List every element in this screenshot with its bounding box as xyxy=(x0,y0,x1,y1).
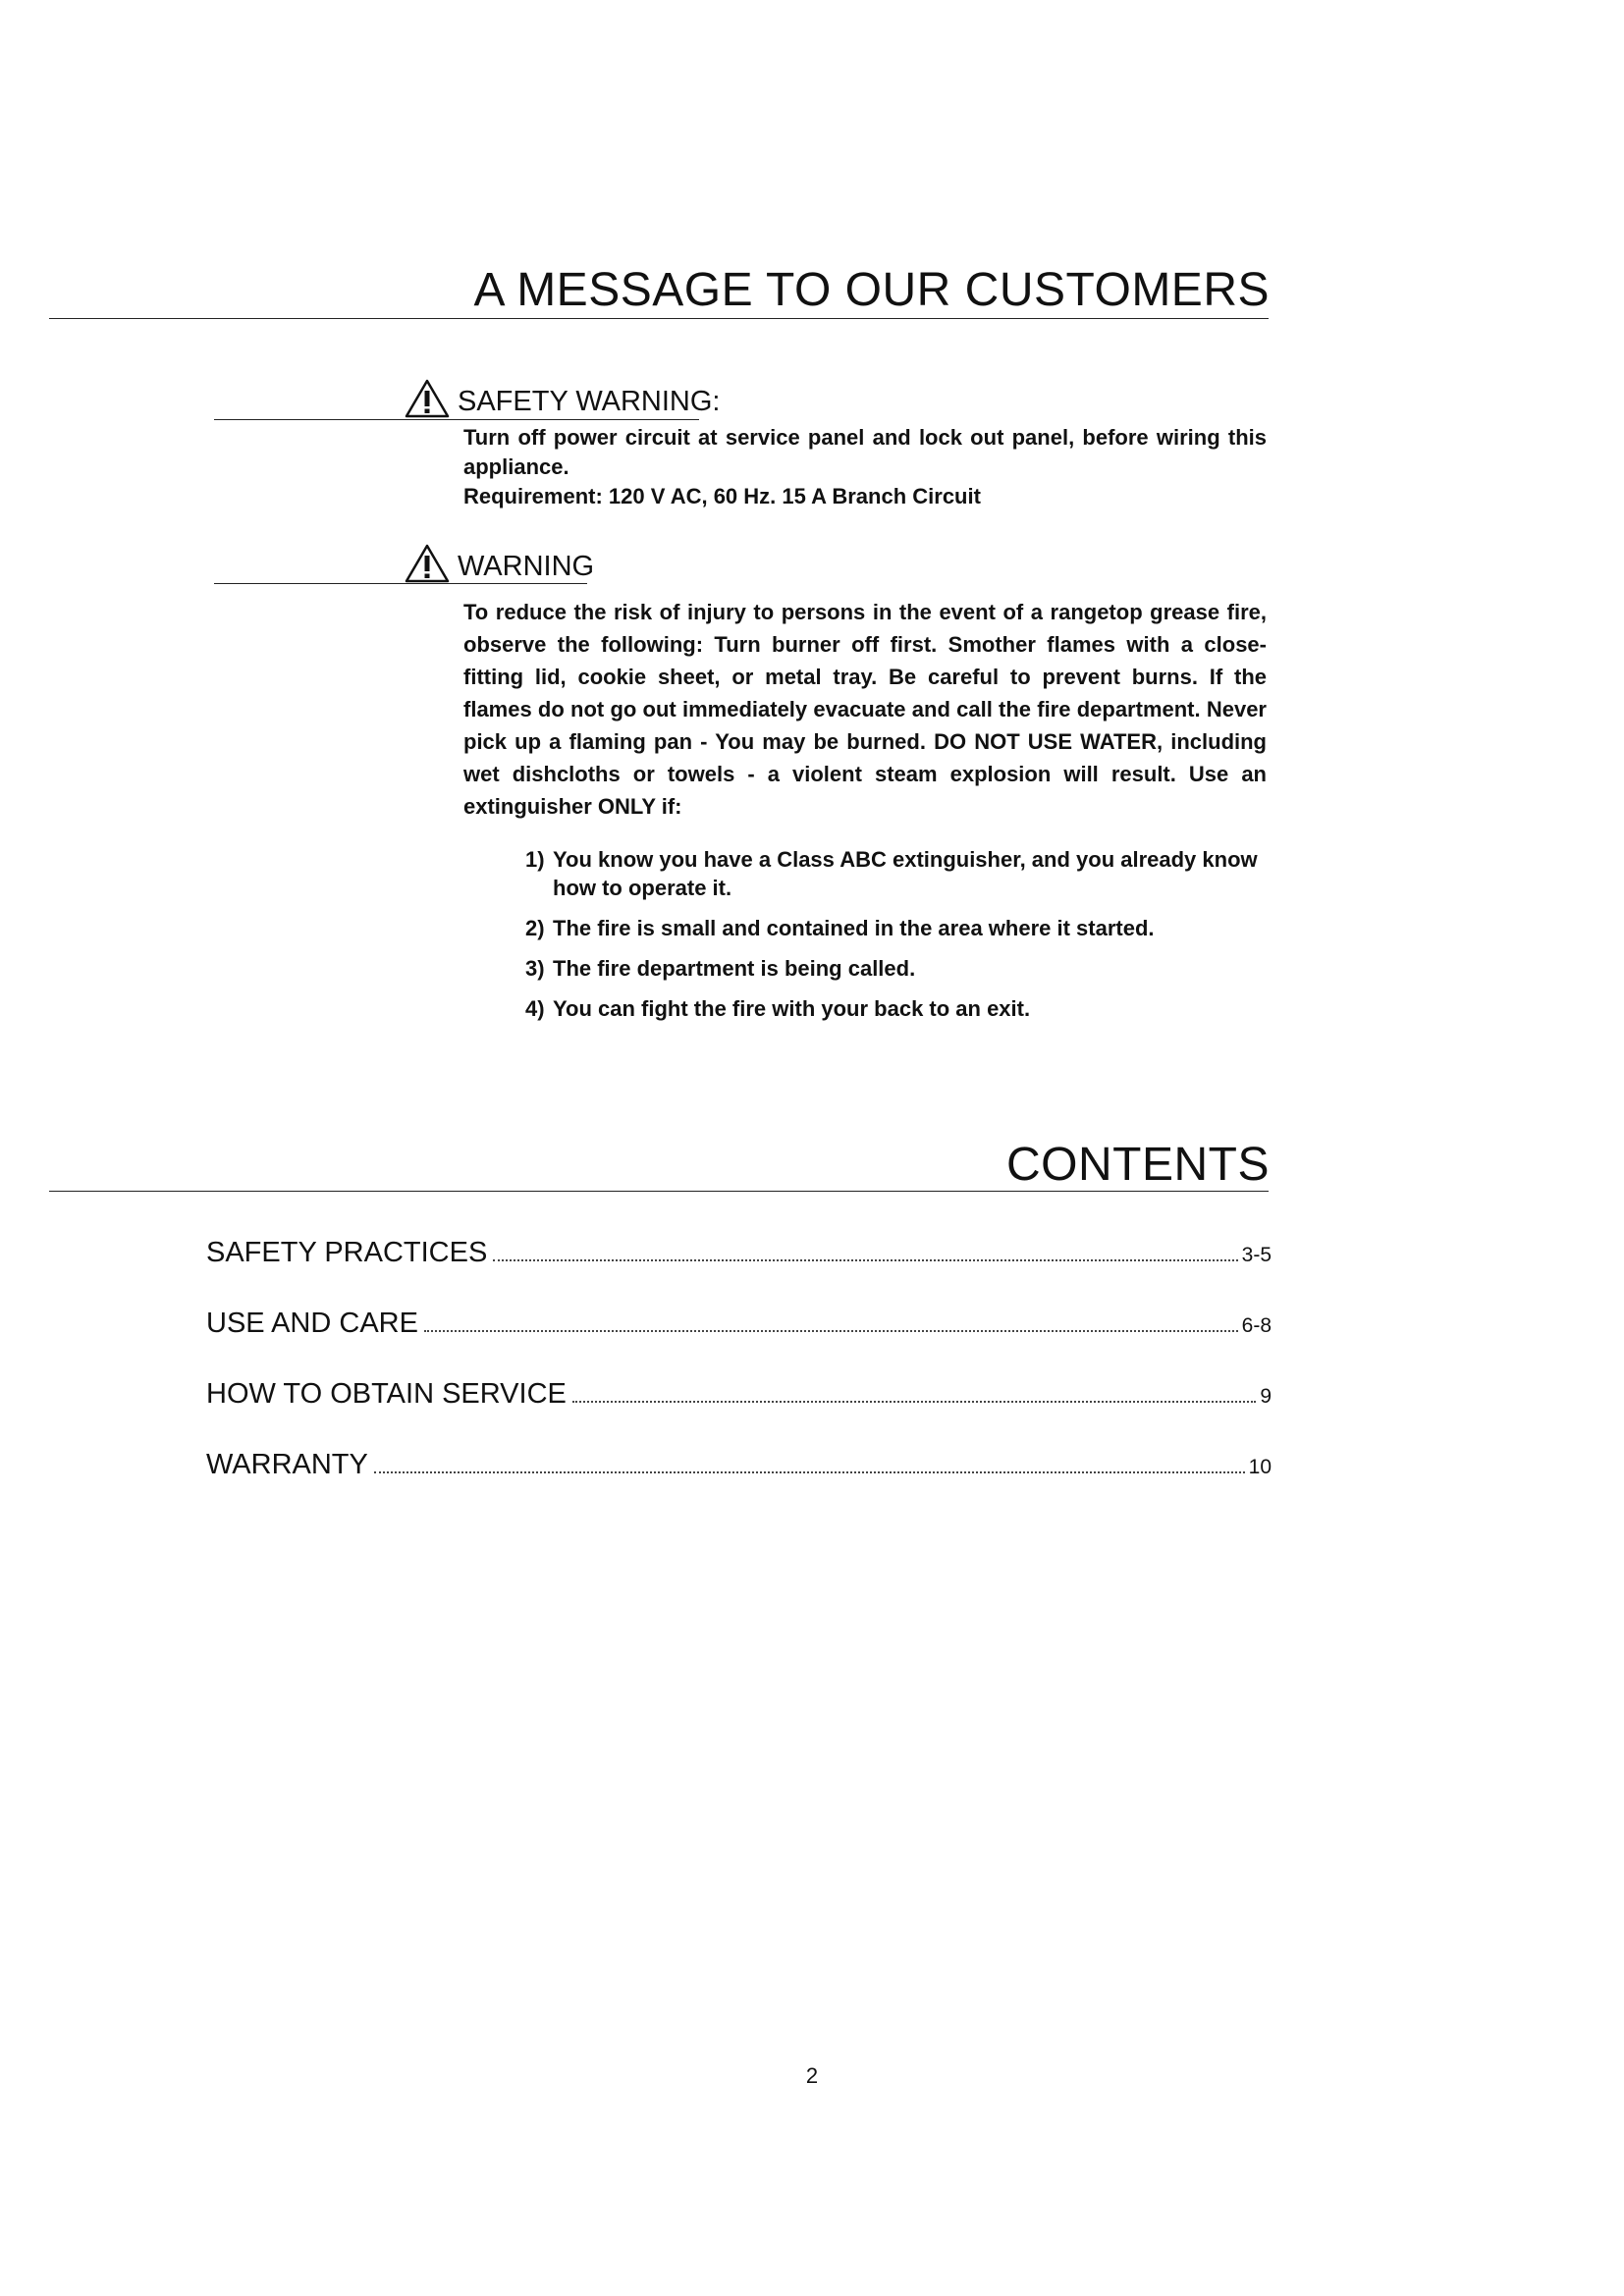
warning-rule xyxy=(214,583,587,584)
toc-leader-dots xyxy=(424,1330,1238,1332)
list-item-number: 4) xyxy=(525,996,545,1021)
toc-entry-page: 9 xyxy=(1260,1385,1272,1408)
toc-entry-page: 10 xyxy=(1248,1456,1272,1478)
warning-paragraph xyxy=(463,596,1267,823)
list-item-number: 3) xyxy=(525,956,545,981)
list-item xyxy=(525,914,1272,942)
toc-entry-title: HOW TO OBTAIN SERVICE xyxy=(206,1378,567,1410)
page-title: A MESSAGE TO OUR CUSTOMERS xyxy=(473,264,1270,316)
list-item-number: 1) xyxy=(525,847,545,872)
toc-entry-title: USE AND CARE xyxy=(206,1308,418,1339)
toc-entry-title: SAFETY PRACTICES xyxy=(206,1237,488,1268)
toc-leader-dots xyxy=(493,1259,1237,1261)
safety-warning-label: SAFETY WARNING: xyxy=(458,386,721,417)
toc-entry-page: 3-5 xyxy=(1241,1244,1272,1266)
extinguisher-conditions xyxy=(525,845,1272,1035)
list-item xyxy=(525,954,1272,983)
safety-warning-requirement: Requirement: 120 V AC, 60 Hz. 15 A Branch Circuit xyxy=(463,484,981,508)
list-item-text: The fire department is being called. xyxy=(553,956,916,981)
list-item-text: The fire is small and contained in the area where it started. xyxy=(553,916,1155,940)
warning-triangle-icon xyxy=(405,379,450,418)
list-item-number: 2) xyxy=(525,916,545,940)
toc-leader-dots xyxy=(572,1401,1256,1403)
warning-heading xyxy=(405,540,594,583)
safety-warning-text xyxy=(463,423,1267,511)
safety-warning-heading xyxy=(405,375,720,418)
warning-body: To reduce the risk of injury to persons in the event of a rangetop grease fire, observe the following: Turn burner off first. Smother flames with a close-fitting lid, cookie sheet, or metal tray. Be careful to prevent burns. If the flames do not go out immediately evacuate and call the fire department. Never pick up a flaming pan - You may be burned. DO NOT USE WATER, including wet dishcloths or towels - a violent steam explosion will result. Use an extinguisher ONLY if: xyxy=(463,600,1267,819)
list-item xyxy=(525,845,1272,902)
contents-heading: CONTENTS xyxy=(1006,1139,1270,1191)
toc-entry-use-and-care[interactable] xyxy=(206,1308,1272,1378)
toc-entry-safety-practices[interactable] xyxy=(206,1237,1272,1308)
toc-entry-title: WARRANTY xyxy=(206,1449,368,1480)
toc-entry-warranty[interactable] xyxy=(206,1449,1272,1520)
contents-rule xyxy=(49,1191,1269,1192)
toc-entry-page: 6-8 xyxy=(1241,1314,1272,1337)
table-of-contents xyxy=(206,1237,1272,1520)
toc-leader-dots xyxy=(374,1471,1245,1473)
warning-label: WARNING xyxy=(458,551,595,582)
safety-warning-rule xyxy=(214,419,699,420)
list-item xyxy=(525,994,1272,1023)
safety-warning-line: Turn off power circuit at service panel and lock out panel, before wiring this appliance. xyxy=(463,425,1267,479)
list-item-text: You can fight the fire with your back to an exit. xyxy=(553,996,1031,1021)
toc-entry-how-to-obtain-service[interactable] xyxy=(206,1378,1272,1449)
page-number: 2 xyxy=(805,2063,819,2088)
warning-triangle-icon xyxy=(405,544,450,583)
list-item-text: You know you have a Class ABC extinguisher, and you already know how to operate it. xyxy=(553,847,1258,900)
title-rule xyxy=(49,318,1269,319)
